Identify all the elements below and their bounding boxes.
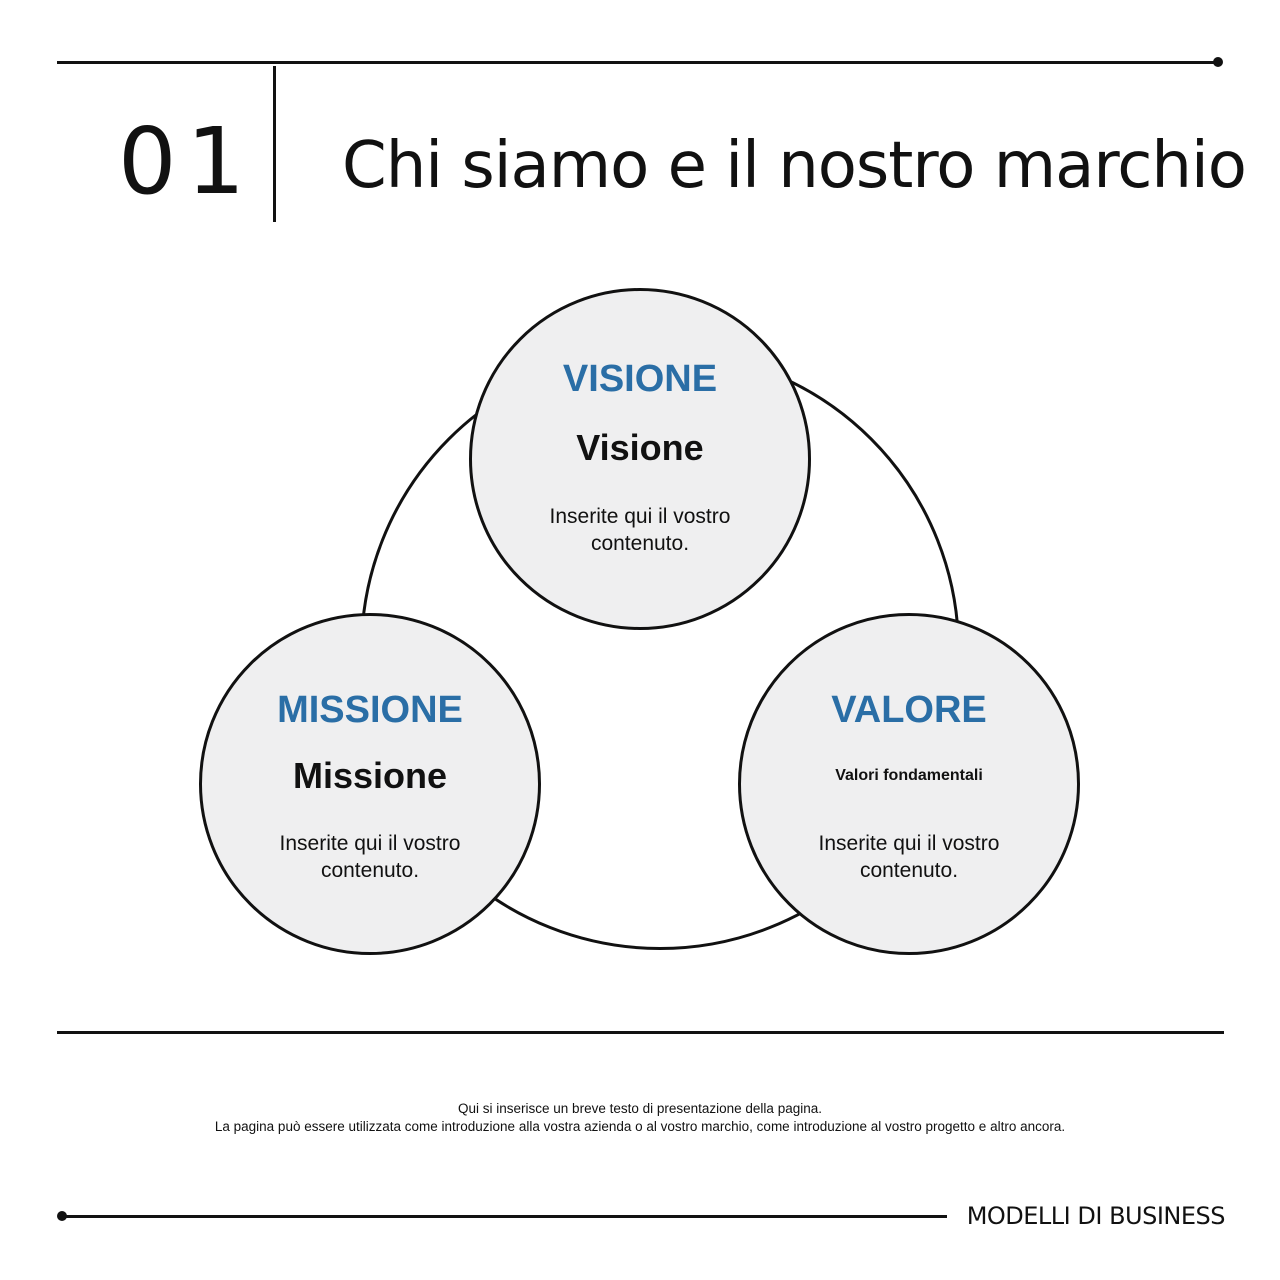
node-subheading: Visione [576,427,704,468]
node-body: Inserite qui il vostro contenuto. [818,832,1000,882]
brand-label: MODELLI DI BUSINESS [966,1202,1225,1230]
node-heading: MISSIONE [277,689,463,731]
node-body: Inserite qui il vostro contenuto. [549,505,731,555]
bottom-rule [62,1215,947,1218]
node-missione [199,613,541,955]
node-body: Inserite qui il vostro contenuto. [279,832,461,882]
top-rule [57,61,1219,64]
middle-rule [57,1031,1224,1034]
node-visione [469,288,811,630]
top-rule-end-dot [1213,57,1223,67]
page-title: Chi siamo e il nostro marchio [342,129,1246,203]
intro-line-1: Qui si inserisce un breve testo di presentazione della pagina. [458,1101,822,1116]
node-valore [738,613,1080,955]
node-subheading: Missione [292,755,448,796]
node-heading: VALORE [831,689,987,731]
page-number: 01 [118,108,256,215]
node-subheading: Valori fondamentali [835,767,983,784]
header-divider [273,66,276,222]
intro-line-2: La pagina può essere utilizzata come introduzione alla vostra azienda o al vostro marchio, come introduzione al vostro progetto e altro ancora. [214,1119,1066,1134]
node-heading: VISIONE [562,358,718,400]
